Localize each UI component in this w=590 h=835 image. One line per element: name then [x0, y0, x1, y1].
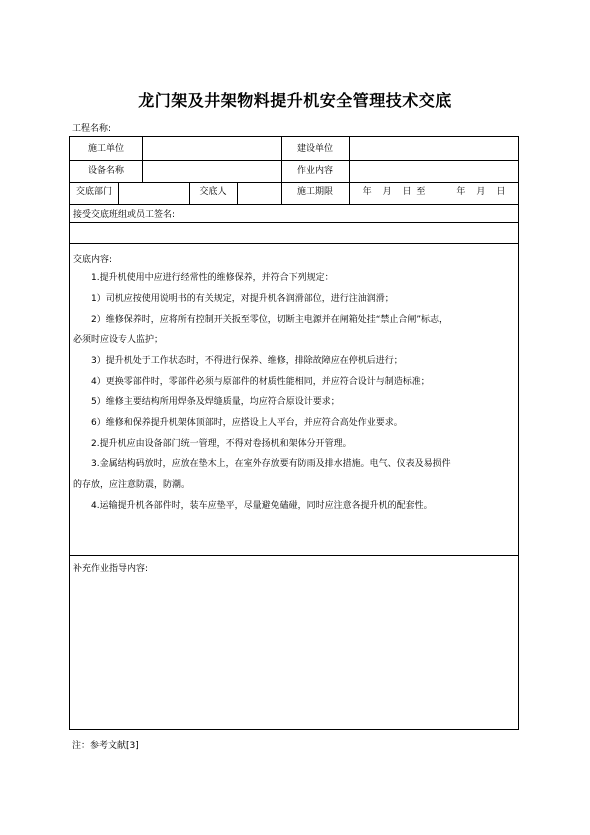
- content-line: 必须时应设专人监护；: [73, 335, 164, 345]
- content-line: 3）提升机处于工作状态时，不得进行保养、维修，排除故障应在停机后进行；: [91, 356, 403, 366]
- content-line: 1.提升机使用中应进行经常性的维修保养，并符合下列规定：: [91, 273, 334, 283]
- equipment-name-label: 设备名称: [87, 166, 124, 176]
- content-line: 5）维修主要结构所用焊条及焊缝质量，均应符合原设计要求；: [91, 397, 340, 407]
- content-line: 1）司机应按使用说明书的有关规定，对提升机各润滑部位，进行注油润滑；: [91, 294, 394, 304]
- content-line: 2.提升机应由设备部门统一管理，不得对卷扬机和架体分开管理。: [91, 439, 352, 449]
- briefing-person-label: 交底人: [199, 187, 227, 197]
- content-line: 4）更换零部件时，零部件必须与原部件的材质性能相同，并应符合设计与制造标准；: [91, 377, 430, 387]
- col-divider: [118, 182, 119, 204]
- col-divider: [142, 137, 143, 182]
- content-line: 3.金属结构码放时，应放在垫木上，在室外存放要有防雨及排水措施。电气、仪表及易损件: [91, 459, 451, 469]
- work-content-label: 作业内容: [296, 166, 333, 176]
- content-line: 4.运输提升机各部件时，装车应垫平，尽量避免磕碰，同时应注意各提升机的配套性。: [91, 501, 433, 511]
- reference-note: 注：参考文献[3]: [72, 741, 139, 751]
- content-label: 交底内容:: [73, 255, 113, 265]
- construction-unit-label: 施工单位: [87, 144, 124, 154]
- briefing-form: [69, 136, 519, 730]
- page-title: 龙门架及井架物料提升机安全管理技术交底: [138, 91, 452, 110]
- content-line: 2）维修保养时，应将所有控制开关扳至零位，切断主电源并在闸箱处挂“禁止合闸”标志，: [91, 315, 449, 325]
- col-divider: [237, 182, 238, 204]
- period-value: 年 月 日 至 年 月 日: [362, 187, 507, 197]
- row-divider: [70, 204, 518, 205]
- row-divider: [70, 222, 518, 223]
- content-line: 6）维修和保养提升机架体顶部时，应搭设上人平台，并应符合高处作业要求。: [91, 418, 403, 428]
- project-name-label: 工程名称:: [72, 124, 112, 134]
- receiver-signature-label: 接受交底班组或员工签名:: [73, 210, 176, 220]
- builder-unit-label: 建设单位: [296, 144, 333, 154]
- row-divider: [70, 243, 518, 244]
- row-divider: [70, 555, 518, 556]
- briefing-dept-label: 交底部门: [75, 187, 112, 197]
- content-line: 的存放，应注意防震，防潮。: [73, 480, 191, 490]
- supplement-label: 补充作业指导内容:: [73, 564, 149, 574]
- construction-period-label: 施工期限: [296, 187, 333, 197]
